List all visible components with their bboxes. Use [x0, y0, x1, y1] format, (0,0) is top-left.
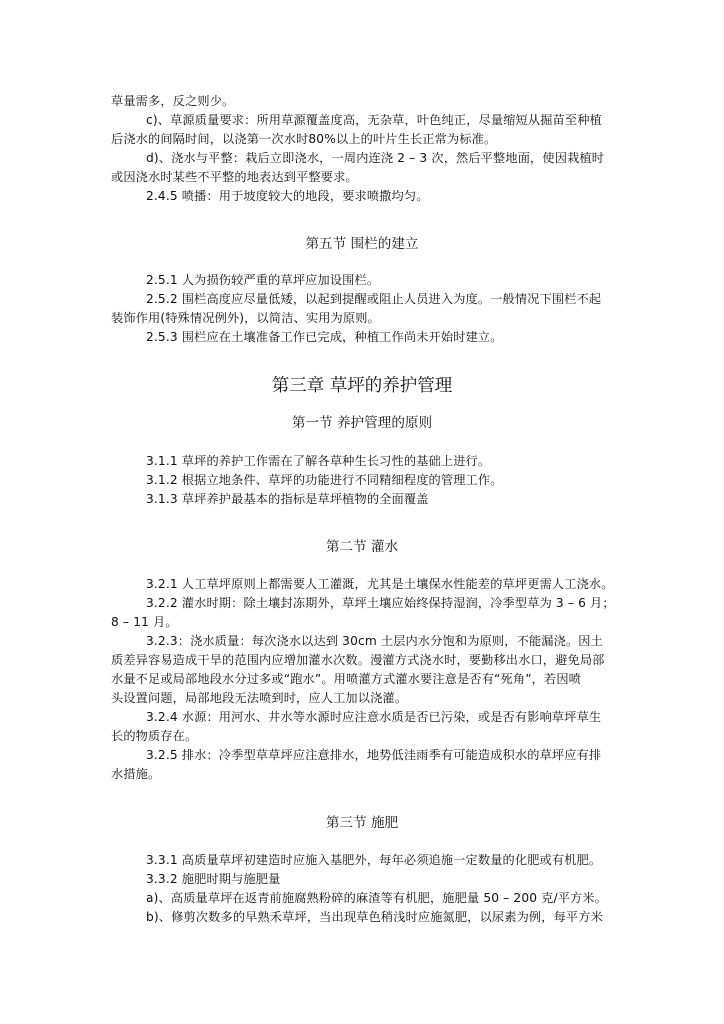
- paragraph-line: 后浇水的间隔时间，以浇第一次水时80%以上的叶片生长正常为标准。: [111, 132, 497, 146]
- paragraph-line: a)、高质量草坪在返青前施腐熟粉碎的麻渣等有机肥，施肥量 50 – 200 克/平方米。: [146, 891, 608, 905]
- paragraph-line: 2.5.2 围栏高度应尽量低矮，以起到提醒或阻止人员进入为度。一般情况下围栏不起: [146, 292, 602, 306]
- paragraph-line: c)、草源质量要求：所用草源覆盖度高，无杂草，叶色纯正，尽量缩短从掘苗至种植: [146, 113, 602, 127]
- paragraph-line: 3.1.1 草坪的养护工作需在了解各草种生长习性的基础上进行。: [146, 454, 491, 468]
- paragraph-line: 3.1.3 草坪养护最基本的指标是草坪植物的全面覆盖: [146, 492, 429, 506]
- paragraph-line: 3.3.1 高质量草坪初建造时应施入基肥外，每年必须追施一定数量的化肥或有机肥。: [146, 853, 602, 867]
- paragraph-line: 质差异容易造成干旱的范围内应增加灌水次数。漫灌方式浇水时，要勤移出水口，避免局部: [111, 653, 605, 667]
- paragraph-line: b)、修剪次数多的早熟禾草坪，当出现草色稍浅时应施氮肥，以尿素为例，每平方米: [146, 910, 603, 924]
- paragraph-line: 3.2.2 灌水时期：除土壤封冻期外，草坪土壤应始终保持湿润，冷季型草为 3 – 6 月；: [146, 596, 615, 610]
- paragraph-line: 水措施。: [111, 767, 161, 781]
- section-heading: 第二节 灌水: [325, 539, 399, 555]
- paragraph-line: 3.3.2 施肥时期与施肥量: [146, 872, 281, 886]
- paragraph-line: 3.2.5 排水：冷季型草草坪应注意排水，地势低洼雨季有可能造成积水的草坪应有排: [146, 748, 602, 762]
- paragraph-line: 2.5.1 人为损伤较严重的草坪应加设围栏。: [146, 273, 380, 287]
- paragraph-line: 3.2.3：浇水质量：每次浇水以达到 30cm 土层内水分饱和为原则，不能漏浇。因土: [146, 634, 603, 648]
- paragraph-line: 水量不足或局部地段水分过多或“跑水”。用喷灌方式灌水要注意是否有“死角”，若因喷: [111, 672, 582, 686]
- section-heading: 第一节 养护管理的原则: [291, 415, 433, 431]
- paragraph-line: 头设置问题，局部地段无法喷到时，应人工加以浇灌。: [111, 691, 408, 705]
- paragraph-line: d)、浇水与平整：栽后立即浇水，一周内连浇 2 – 3 次，然后平整地面，使因栽植时: [146, 151, 605, 165]
- paragraph-line: 3.2.1 人工草坪原则上都需要人工灌溉，尤其是土壤保水性能差的草坪更需人工浇水。: [146, 577, 614, 591]
- paragraph-line: 长的物质存在。: [111, 729, 198, 743]
- paragraph-line: 2.5.3 围栏应在土壤准备工作已完成，种植工作尚未开始时建立。: [146, 330, 503, 344]
- paragraph-line: 或因浇水时某些不平整的地表达到平整要求。: [111, 170, 358, 184]
- section-heading: 第三节 施肥: [325, 815, 399, 831]
- paragraph-line: 2.4.5 喷播：用于坡度较大的地段，要求喷撒均匀。: [146, 189, 429, 203]
- paragraph-line: 8 – 11 月。: [111, 615, 178, 629]
- paragraph-line: 草量需多，反之则少。: [111, 94, 235, 108]
- chapter-title: 第三章 草坪的养护管理: [271, 376, 453, 396]
- paragraph-line: 3.1.2 根据立地条件、草坪的功能进行不同精细程度的管理工作。: [146, 473, 503, 487]
- paragraph-line: 3.2.4 水源：用河水、井水等水源时应注意水质是否已污染，或是否有影响草坪草生: [146, 710, 602, 724]
- section-heading: 第五节 围栏的建立: [305, 236, 419, 252]
- paragraph-line: 装饰作用(特殊情况例外)，以简洁、实用为原则。: [111, 311, 380, 325]
